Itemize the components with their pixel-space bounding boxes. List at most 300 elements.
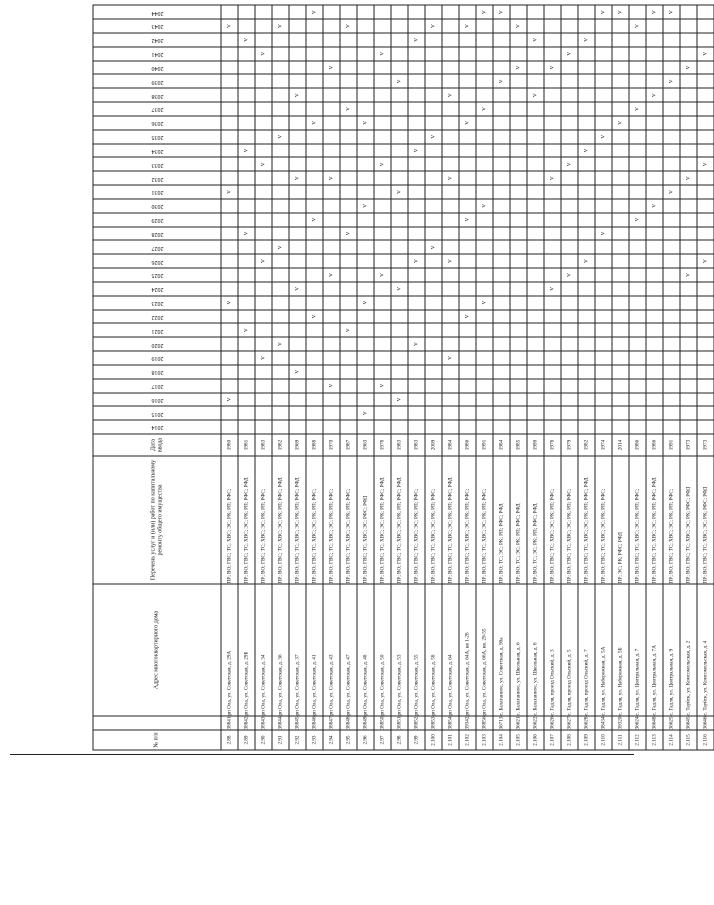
- empty-year-cell: [510, 88, 527, 102]
- empty-year-cell: [646, 337, 663, 351]
- check-mark-cell: V: [391, 392, 408, 406]
- empty-year-cell: [663, 32, 680, 46]
- check-mark-cell: V: [510, 19, 527, 33]
- empty-year-cell: [323, 185, 340, 199]
- empty-year-cell: [238, 392, 255, 406]
- empty-year-cell: [510, 46, 527, 60]
- check-mark-cell: V: [663, 185, 680, 199]
- empty-year-cell: [544, 295, 561, 309]
- empty-year-cell: [289, 337, 306, 351]
- row-address: рп Ола, ул. Советская, д. 66А, кв. 29-55: [476, 584, 493, 716]
- empty-year-cell: [595, 19, 612, 33]
- empty-year-cell: [442, 102, 459, 116]
- empty-year-cell: [357, 5, 374, 19]
- table-row: [646, 5, 663, 750]
- row-number: 2.111: [612, 730, 629, 750]
- row-id: 38851: [391, 716, 408, 730]
- empty-year-cell: [323, 19, 340, 33]
- empty-year-cell: [527, 420, 544, 434]
- empty-year-cell: [425, 32, 442, 46]
- row-address: с. Балаганное, ул. Советская, д. 90а: [493, 584, 510, 716]
- empty-year-cell: [272, 60, 289, 74]
- empty-year-cell: [255, 198, 272, 212]
- empty-year-cell: [544, 185, 561, 199]
- empty-year-cell: [629, 157, 646, 171]
- row-year-built: 1986: [646, 434, 663, 456]
- empty-year-cell: [442, 392, 459, 406]
- empty-year-cell: [527, 198, 544, 212]
- empty-year-cell: [578, 115, 595, 129]
- empty-year-cell: [425, 351, 442, 365]
- empty-year-cell: [612, 323, 629, 337]
- empty-year-cell: [272, 157, 289, 171]
- header-year: 2016: [93, 392, 221, 406]
- row-address: рп Ола, ул. Советская, д. 29А: [221, 584, 238, 716]
- row-number: 2.100: [425, 730, 442, 750]
- empty-year-cell: [510, 74, 527, 88]
- empty-year-cell: [255, 295, 272, 309]
- empty-year-cell: [527, 254, 544, 268]
- empty-year-cell: [476, 420, 493, 434]
- empty-year-cell: [595, 46, 612, 60]
- row-number: 2.93: [306, 730, 323, 750]
- empty-year-cell: [340, 185, 357, 199]
- bottom-rule: [10, 754, 634, 755]
- empty-year-cell: [459, 5, 476, 19]
- check-mark-cell: V: [442, 171, 459, 185]
- empty-year-cell: [340, 406, 357, 420]
- empty-year-cell: [544, 212, 561, 226]
- empty-year-cell: [340, 157, 357, 171]
- empty-year-cell: [646, 171, 663, 185]
- empty-year-cell: [323, 351, 340, 365]
- empty-year-cell: [255, 171, 272, 185]
- header-id: [93, 716, 221, 730]
- empty-year-cell: [646, 309, 663, 323]
- check-mark-cell: V: [391, 74, 408, 88]
- empty-year-cell: [510, 268, 527, 282]
- empty-year-cell: [697, 212, 714, 226]
- empty-year-cell: [680, 281, 697, 295]
- empty-year-cell: [221, 74, 238, 88]
- empty-year-cell: [646, 19, 663, 33]
- header-year: 2029: [93, 212, 221, 226]
- empty-year-cell: [425, 185, 442, 199]
- empty-year-cell: [663, 143, 680, 157]
- empty-year-cell: [646, 226, 663, 240]
- empty-year-cell: [646, 46, 663, 60]
- empty-year-cell: [646, 129, 663, 143]
- row-services: ПР; ВО; ТС; ЭС; РК; РП; РФС; РФД: [510, 456, 527, 584]
- check-mark-cell: V: [697, 157, 714, 171]
- row-year-built: 1983: [255, 434, 272, 456]
- check-mark-cell: V: [306, 212, 323, 226]
- empty-year-cell: [374, 88, 391, 102]
- empty-year-cell: [527, 185, 544, 199]
- empty-year-cell: [527, 240, 544, 254]
- table-row: [408, 5, 425, 750]
- empty-year-cell: [527, 60, 544, 74]
- empty-year-cell: [595, 378, 612, 392]
- header-year: 2015: [93, 406, 221, 420]
- row-id: 38853: [425, 716, 442, 730]
- empty-year-cell: [663, 115, 680, 129]
- empty-year-cell: [697, 129, 714, 143]
- empty-year-cell: [612, 406, 629, 420]
- empty-year-cell: [357, 420, 374, 434]
- empty-year-cell: [221, 60, 238, 74]
- check-mark-cell: V: [340, 102, 357, 116]
- empty-year-cell: [408, 198, 425, 212]
- empty-year-cell: [493, 254, 510, 268]
- empty-year-cell: [680, 19, 697, 33]
- empty-year-cell: [646, 268, 663, 282]
- empty-year-cell: [476, 74, 493, 88]
- empty-year-cell: [561, 60, 578, 74]
- empty-year-cell: [340, 254, 357, 268]
- empty-year-cell: [612, 337, 629, 351]
- empty-year-cell: [544, 74, 561, 88]
- row-number: 2.107: [544, 730, 561, 750]
- empty-year-cell: [527, 309, 544, 323]
- empty-year-cell: [663, 392, 680, 406]
- empty-year-cell: [493, 143, 510, 157]
- empty-year-cell: [306, 295, 323, 309]
- row-id: 36627: [561, 716, 578, 730]
- empty-year-cell: [646, 281, 663, 295]
- row-id: 38842: [238, 716, 255, 730]
- empty-year-cell: [680, 378, 697, 392]
- empty-year-cell: [408, 157, 425, 171]
- header-year: 2031: [93, 185, 221, 199]
- header-services: Перечень услуг и (или) работ по капитальному ремонту общего имущества: [93, 456, 221, 584]
- row-year-built: 2009: [425, 434, 442, 456]
- empty-year-cell: [697, 281, 714, 295]
- empty-year-cell: [323, 281, 340, 295]
- empty-year-cell: [595, 268, 612, 282]
- empty-year-cell: [255, 32, 272, 46]
- empty-year-cell: [612, 226, 629, 240]
- check-mark-cell: V: [544, 60, 561, 74]
- check-mark-cell: V: [306, 309, 323, 323]
- empty-year-cell: [680, 254, 697, 268]
- header-year: 2040: [93, 60, 221, 74]
- empty-year-cell: [697, 392, 714, 406]
- row-services: ПР; ВО; ГВС; ТС; ХВС; ЭС; РК; РП; РФС;: [255, 456, 272, 584]
- empty-year-cell: [527, 226, 544, 240]
- empty-year-cell: [595, 88, 612, 102]
- row-year-built: 1987: [340, 434, 357, 456]
- check-mark-cell: V: [595, 5, 612, 19]
- row-services: ПР; ВО; ГВС; ТС; ХВС; ЭС; РК; РФС; РФД: [697, 456, 714, 584]
- check-mark-cell: V: [612, 5, 629, 19]
- empty-year-cell: [442, 268, 459, 282]
- empty-year-cell: [272, 378, 289, 392]
- empty-year-cell: [255, 268, 272, 282]
- empty-year-cell: [408, 309, 425, 323]
- check-mark-cell: V: [442, 254, 459, 268]
- empty-year-cell: [612, 129, 629, 143]
- empty-year-cell: [646, 295, 663, 309]
- empty-year-cell: [595, 157, 612, 171]
- check-mark-cell: V: [221, 19, 238, 33]
- empty-year-cell: [697, 171, 714, 185]
- empty-year-cell: [442, 226, 459, 240]
- empty-year-cell: [527, 157, 544, 171]
- empty-year-cell: [527, 19, 544, 33]
- empty-year-cell: [289, 309, 306, 323]
- empty-year-cell: [680, 129, 697, 143]
- row-address: рп Ола, ул. Советская, д. 53: [391, 584, 408, 716]
- empty-year-cell: [527, 212, 544, 226]
- empty-year-cell: [272, 392, 289, 406]
- empty-year-cell: [680, 157, 697, 171]
- empty-year-cell: [238, 198, 255, 212]
- check-mark-cell: V: [459, 309, 476, 323]
- empty-year-cell: [493, 323, 510, 337]
- empty-year-cell: [680, 309, 697, 323]
- empty-year-cell: [612, 74, 629, 88]
- empty-year-cell: [459, 102, 476, 116]
- empty-year-cell: [629, 143, 646, 157]
- empty-year-cell: [340, 143, 357, 157]
- empty-year-cell: [357, 281, 374, 295]
- empty-year-cell: [374, 364, 391, 378]
- empty-year-cell: [340, 378, 357, 392]
- empty-year-cell: [357, 19, 374, 33]
- empty-year-cell: [493, 115, 510, 129]
- check-mark-cell: V: [272, 19, 289, 33]
- check-mark-cell: V: [680, 268, 697, 282]
- empty-year-cell: [238, 281, 255, 295]
- empty-year-cell: [306, 254, 323, 268]
- empty-year-cell: [493, 171, 510, 185]
- empty-year-cell: [476, 406, 493, 420]
- empty-year-cell: [221, 337, 238, 351]
- empty-year-cell: [238, 406, 255, 420]
- empty-year-cell: [442, 19, 459, 33]
- check-mark-cell: V: [595, 226, 612, 240]
- empty-year-cell: [544, 46, 561, 60]
- check-mark-cell: V: [476, 5, 493, 19]
- empty-year-cell: [391, 226, 408, 240]
- empty-year-cell: [408, 5, 425, 19]
- empty-year-cell: [476, 19, 493, 33]
- empty-year-cell: [442, 115, 459, 129]
- empty-year-cell: [238, 378, 255, 392]
- empty-year-cell: [442, 337, 459, 351]
- empty-year-cell: [289, 212, 306, 226]
- row-year-built: 1985: [510, 434, 527, 456]
- empty-year-cell: [272, 32, 289, 46]
- empty-year-cell: [697, 5, 714, 19]
- empty-year-cell: [238, 212, 255, 226]
- capital-repair-register-table: [92, 4, 714, 750]
- empty-year-cell: [663, 19, 680, 33]
- empty-year-cell: [510, 32, 527, 46]
- empty-year-cell: [357, 392, 374, 406]
- check-mark-cell: V: [221, 295, 238, 309]
- header-year: 2028: [93, 226, 221, 240]
- empty-year-cell: [391, 171, 408, 185]
- empty-year-cell: [289, 102, 306, 116]
- empty-year-cell: [221, 198, 238, 212]
- empty-year-cell: [476, 143, 493, 157]
- empty-year-cell: [510, 364, 527, 378]
- check-mark-cell: V: [272, 337, 289, 351]
- empty-year-cell: [289, 185, 306, 199]
- empty-year-cell: [646, 351, 663, 365]
- empty-year-cell: [629, 281, 646, 295]
- row-services: ПР; ВО; ГВС; ТС; ХВС; ЭС; РФС; РФД: [357, 456, 374, 584]
- empty-year-cell: [374, 337, 391, 351]
- check-mark-cell: V: [578, 32, 595, 46]
- empty-year-cell: [289, 74, 306, 88]
- empty-year-cell: [595, 337, 612, 351]
- row-id: 36622: [527, 716, 544, 730]
- header-year: 2022: [93, 309, 221, 323]
- empty-year-cell: [476, 185, 493, 199]
- empty-year-cell: [289, 378, 306, 392]
- empty-year-cell: [357, 143, 374, 157]
- empty-year-cell: [646, 420, 663, 434]
- empty-year-cell: [629, 268, 646, 282]
- table-row: [221, 5, 238, 750]
- row-services: ПР; ВО; ГВС; ТС; ХВС; ЭС; РК; РП; РФС;: [629, 456, 646, 584]
- empty-year-cell: [561, 19, 578, 33]
- empty-year-cell: [391, 268, 408, 282]
- empty-year-cell: [306, 337, 323, 351]
- row-number: 2.90: [255, 730, 272, 750]
- row-address: с. Гадля, ул. Центральная, д. 9: [663, 584, 680, 716]
- empty-year-cell: [340, 88, 357, 102]
- empty-year-cell: [697, 309, 714, 323]
- empty-year-cell: [578, 129, 595, 143]
- empty-year-cell: [578, 351, 595, 365]
- empty-year-cell: [255, 364, 272, 378]
- empty-year-cell: [544, 309, 561, 323]
- row-address: рп Ола, ул. Советская, д. 64А, кв 1-28: [459, 584, 476, 716]
- empty-year-cell: [238, 364, 255, 378]
- empty-year-cell: [340, 309, 357, 323]
- row-year-built: 1978: [544, 434, 561, 456]
- empty-year-cell: [374, 60, 391, 74]
- empty-year-cell: [646, 392, 663, 406]
- row-year-built: 1983: [391, 434, 408, 456]
- empty-year-cell: [255, 309, 272, 323]
- row-services: ПР; ВО; ГВС; ТС; ХВС; ЭС; РК; РП; РФС;: [340, 456, 357, 584]
- check-mark-cell: V: [289, 88, 306, 102]
- empty-year-cell: [680, 295, 697, 309]
- empty-year-cell: [663, 351, 680, 365]
- empty-year-cell: [272, 185, 289, 199]
- empty-year-cell: [561, 392, 578, 406]
- empty-year-cell: [255, 115, 272, 129]
- check-mark-cell: V: [425, 129, 442, 143]
- empty-year-cell: [527, 171, 544, 185]
- empty-year-cell: [425, 378, 442, 392]
- row-id: 38846: [306, 716, 323, 730]
- empty-year-cell: [306, 378, 323, 392]
- table-header-row: [93, 5, 221, 750]
- empty-year-cell: [459, 268, 476, 282]
- empty-year-cell: [697, 295, 714, 309]
- empty-year-cell: [680, 143, 697, 157]
- empty-year-cell: [629, 129, 646, 143]
- check-mark-cell: V: [646, 5, 663, 19]
- row-year-built: 1991: [663, 434, 680, 456]
- empty-year-cell: [510, 129, 527, 143]
- header-year: 2037: [93, 102, 221, 116]
- empty-year-cell: [510, 198, 527, 212]
- empty-year-cell: [425, 46, 442, 60]
- empty-year-cell: [493, 226, 510, 240]
- empty-year-cell: [238, 60, 255, 74]
- empty-year-cell: [374, 323, 391, 337]
- empty-year-cell: [561, 5, 578, 19]
- empty-year-cell: [374, 240, 391, 254]
- empty-year-cell: [527, 74, 544, 88]
- empty-year-cell: [255, 337, 272, 351]
- empty-year-cell: [561, 115, 578, 129]
- row-services: ПР; ВО; ГВС; ТС; ХВС; ЭС; РК; РП; РФС;: [595, 456, 612, 584]
- empty-year-cell: [646, 32, 663, 46]
- empty-year-cell: [459, 240, 476, 254]
- empty-year-cell: [663, 212, 680, 226]
- empty-year-cell: [476, 129, 493, 143]
- empty-year-cell: [289, 420, 306, 434]
- empty-year-cell: [476, 226, 493, 240]
- empty-year-cell: [459, 406, 476, 420]
- empty-year-cell: [527, 5, 544, 19]
- check-mark-cell: V: [680, 60, 697, 74]
- empty-year-cell: [391, 378, 408, 392]
- empty-year-cell: [340, 295, 357, 309]
- check-mark-cell: V: [527, 88, 544, 102]
- empty-year-cell: [697, 19, 714, 33]
- empty-year-cell: [561, 254, 578, 268]
- empty-year-cell: [476, 60, 493, 74]
- empty-year-cell: [357, 268, 374, 282]
- empty-year-cell: [476, 351, 493, 365]
- empty-year-cell: [663, 337, 680, 351]
- empty-year-cell: [595, 60, 612, 74]
- row-id: 36628: [578, 716, 595, 730]
- empty-year-cell: [493, 240, 510, 254]
- empty-year-cell: [697, 351, 714, 365]
- row-address: с. Гадля, проезд Ольский, д. 3: [544, 584, 561, 716]
- empty-year-cell: [476, 281, 493, 295]
- empty-year-cell: [459, 337, 476, 351]
- empty-year-cell: [459, 420, 476, 434]
- row-id: 38847: [323, 716, 340, 730]
- empty-year-cell: [408, 88, 425, 102]
- empty-year-cell: [561, 32, 578, 46]
- row-id: 36648: [646, 716, 663, 730]
- empty-year-cell: [442, 406, 459, 420]
- empty-year-cell: [323, 337, 340, 351]
- empty-year-cell: [646, 254, 663, 268]
- empty-year-cell: [697, 143, 714, 157]
- empty-year-cell: [646, 185, 663, 199]
- header-year: 2027: [93, 240, 221, 254]
- empty-year-cell: [238, 129, 255, 143]
- empty-year-cell: [255, 88, 272, 102]
- empty-year-cell: [391, 240, 408, 254]
- empty-year-cell: [459, 198, 476, 212]
- empty-year-cell: [425, 88, 442, 102]
- check-mark-cell: V: [357, 406, 374, 420]
